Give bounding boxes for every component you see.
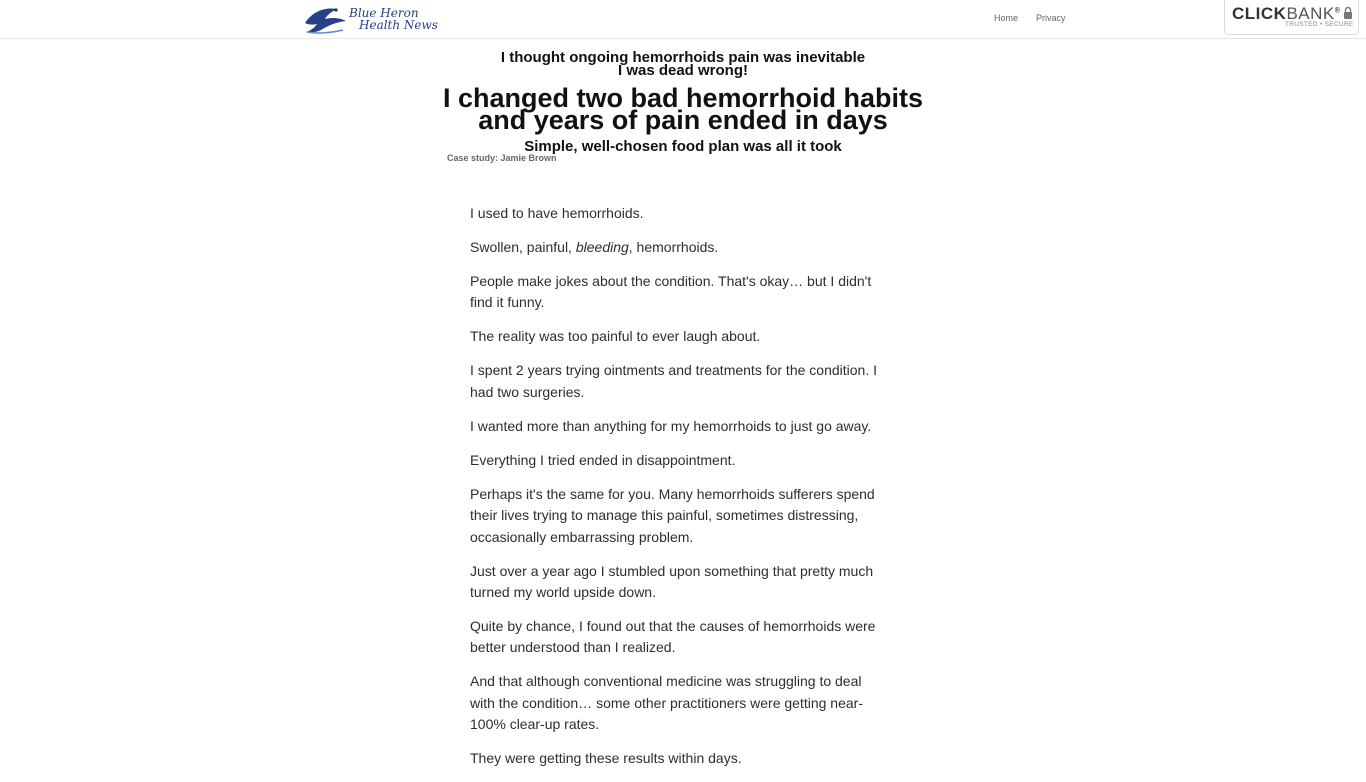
registered-mark: ®: [1334, 7, 1341, 15]
headline-line-1: I changed two bad hemorrhoid habits: [442, 83, 924, 113]
article-paragraph: The reality was too painful to ever laugh about.: [470, 328, 761, 345]
nav-privacy-link[interactable]: Privacy: [1036, 13, 1066, 23]
lock-icon: [1343, 6, 1353, 20]
top-nav: [994, 13, 1066, 23]
subheadline: Simple, well-chosen food plan was all it took: [524, 138, 842, 155]
clickbank-badge[interactable]: [1224, 0, 1359, 35]
article-paragraph: [470, 237, 888, 258]
nav-home-link[interactable]: Home: [994, 13, 1019, 23]
article-paragraph: People make jokes about the condition. That's okay… but I didn't find it funny.: [470, 273, 872, 311]
heron-icon: [303, 3, 347, 35]
top-bar: [0, 0, 1366, 39]
main-headline: [0, 83, 1366, 135]
clickbank-word-bold: CLICK: [1232, 4, 1287, 23]
clickbank-subtitle: TRUSTED • SECURE: [1285, 21, 1354, 28]
article-paragraph: And that although conventional medicine was struggling to deal with the condition… some other practitioners were getting near-100% clear-up rates.: [470, 673, 863, 733]
article-paragraph: I used to have hemorrhoids.: [470, 205, 644, 221]
paragraph-text: , hemorrhoids.: [628, 239, 719, 255]
headline-line-2: and years of pain ended in days: [478, 105, 888, 135]
logo-line-2: Health News: [359, 18, 438, 32]
logo-wordmark: [349, 7, 438, 31]
article-paragraph: Perhaps it's the same for you. Many hemorrhoids sufferers spend their lives trying to manage this painful, sometimes distressing, occasionally embarrassing problem.: [470, 485, 875, 545]
article-paragraph: They were getting these results within days.: [470, 750, 742, 767]
clickbank-word-thin: BANK: [1286, 4, 1335, 23]
paragraph-text: Swollen, painful,: [470, 239, 576, 255]
site-logo[interactable]: [303, 2, 438, 36]
article-paragraph: I wanted more than anything for my hemorrhoids to just go away.: [470, 417, 872, 434]
logo-line-1: Blue Heron: [349, 6, 419, 20]
case-study-byline: Case study: Jamie Brown: [447, 153, 557, 163]
pre-headline: [0, 51, 1366, 77]
article-paragraph: Quite by chance, I found out that the causes of hemorrhoids were better understood than I realized.: [470, 618, 876, 656]
article-paragraph: Just over a year ago I stumbled upon something that pretty much turned my world upside down.: [470, 562, 874, 601]
pre-headline-line-2: I was dead wrong!: [617, 62, 749, 79]
article-paragraph: I spent 2 years trying ointments and treatments for the condition. I had two surgeries.: [470, 362, 877, 400]
pre-headline-line-1: I thought ongoing hemorrhoids pain was inevitable: [500, 49, 866, 66]
article-body: [470, 203, 888, 782]
hero: [0, 44, 1366, 156]
article-paragraph: Everything I tried ended in disappointment.: [470, 451, 736, 468]
emphasized-text: bleeding: [575, 239, 629, 255]
